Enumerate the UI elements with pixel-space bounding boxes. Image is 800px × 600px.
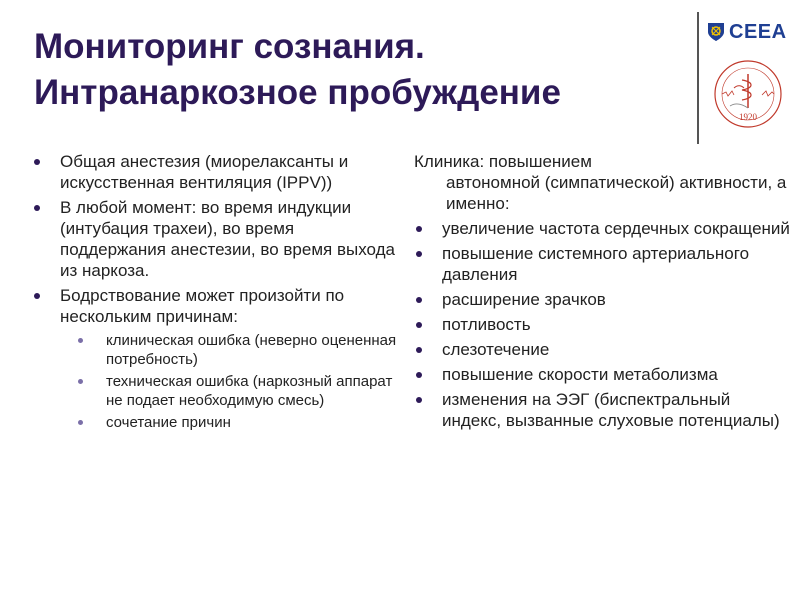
clinic-intro-line-1: Клиника: повышением bbox=[414, 152, 592, 171]
list-item: расширение зрачков bbox=[414, 289, 794, 310]
sub-list-item: сочетание причин bbox=[32, 413, 402, 432]
list-item-text: Бодрствование может произойти по нескольким причинам: bbox=[60, 286, 345, 326]
list-item: увеличение частота сердечных сокращений bbox=[414, 218, 794, 239]
list-item bbox=[32, 285, 402, 327]
left-bullet-list bbox=[32, 151, 402, 327]
list-item: потливость bbox=[414, 314, 794, 335]
sub-list-item: клиническая ошибка (неверно оцененная потребность) bbox=[32, 331, 402, 369]
slide-title-line-1: Мониторинг сознания. bbox=[34, 27, 425, 66]
list-item: изменения на ЭЭГ (биспектральный индекс, вызванные слуховые потенциалы) bbox=[414, 389, 794, 431]
slide-title bbox=[34, 24, 684, 116]
seal-year: 1920 bbox=[739, 112, 757, 122]
list-item: слезотечение bbox=[414, 339, 794, 360]
slide-title-line-2: Интранаркозное пробуждение bbox=[34, 73, 561, 112]
left-column bbox=[32, 151, 402, 435]
list-item: В любой момент: во время индукции (интубация трахеи), во время поддержания анестезии, во время выхода из наркоза. bbox=[32, 197, 402, 281]
clinic-intro bbox=[414, 151, 794, 214]
society-seal-icon bbox=[712, 58, 784, 130]
list-item: Общая анестезия (миорелаксанты и искусственная вентиляция (IPPV)) bbox=[32, 151, 402, 193]
list-item: повышение скорости метаболизма bbox=[414, 364, 794, 385]
ceea-shield-icon bbox=[707, 22, 725, 42]
clinic-intro-line-2: автономной (симпатической) активности, а именно: bbox=[446, 173, 787, 213]
header-divider bbox=[697, 12, 699, 144]
ceea-logo-text: CEEA bbox=[729, 21, 787, 43]
list-item: повышение системного артериального давления bbox=[414, 243, 794, 285]
right-bullet-list bbox=[414, 218, 794, 431]
right-column bbox=[414, 151, 794, 435]
sub-list-item: техническая ошибка (наркозный аппарат не подает необходимую смесь) bbox=[32, 372, 402, 410]
ceea-logo bbox=[707, 20, 789, 44]
left-sub-bullet-list bbox=[32, 331, 402, 432]
